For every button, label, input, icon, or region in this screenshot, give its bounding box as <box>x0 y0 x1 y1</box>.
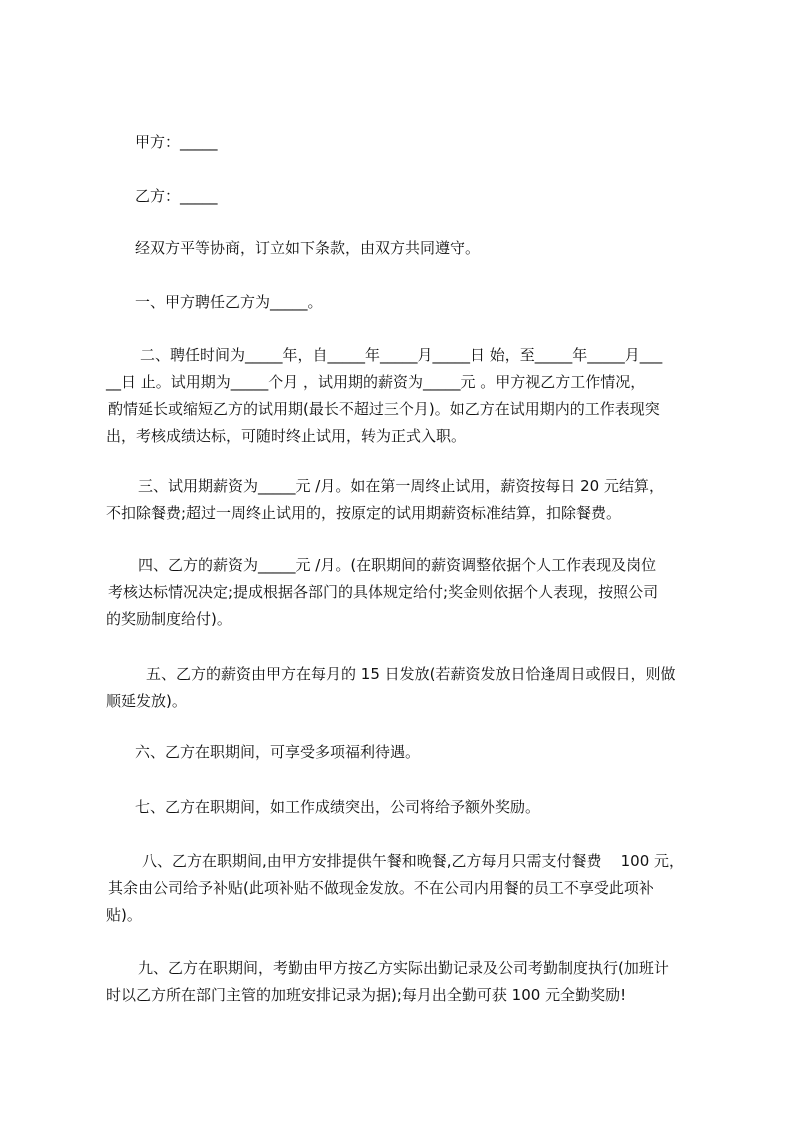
party-a-line: 甲方：_____ <box>135 133 218 151</box>
clause-8-line: 贴)。 <box>106 906 142 924</box>
clause-2-line: 酌情延长或缩短乙方的试用期(最长不超过三个月)。如乙方在试用期内的工作表现突 <box>108 400 660 418</box>
clause-5 <box>106 661 692 715</box>
clause-2-line: 出，考核成绩达标，可随时终止试用，转为正式入职。 <box>106 427 467 445</box>
clause-4-line: 考核达标情况决定;提成根据各部门的具体规定给付;奖金则依据个人表现，按照公司 <box>108 583 659 601</box>
clause-2 <box>106 342 692 450</box>
clause-8 <box>106 848 692 929</box>
clause-3 <box>106 473 692 527</box>
clause-4-line: 的奖励制度给付)。 <box>106 610 232 628</box>
clause-9-line: 时以乙方所在部门主管的加班安排记录为据);每月出全勤可获 100 元全勤奖励! <box>106 986 627 1004</box>
party-b-line: 乙方：_____ <box>135 187 218 205</box>
clause-5-line: 五、乙方的薪资由甲方在每月的 15 日发放(若薪资发放日恰逢周日或假日，则做 <box>146 665 676 683</box>
clause-8-line: 八、乙方在职期间,由甲方安排提供午餐和晚餐,乙方每月只需支付餐费 100 元， <box>142 852 685 870</box>
clause-2-line: 二、聘任时间为_____年，自_____年_____月_____日 始，至_____年_____月___ <box>140 346 663 364</box>
clause-7: 七、乙方在职期间，如工作成绩突出，公司将给予额外奖励。 <box>135 798 541 816</box>
clause-5-line: 顺延发放)。 <box>106 692 187 710</box>
clause-6: 六、乙方在职期间，可享受多项福利待遇。 <box>135 743 421 761</box>
clause-8-line: 其余由公司给予补贴(此项补贴不做现金发放。不在公司内用餐的员工不享受此项补 <box>108 879 654 897</box>
clause-3-line: 不扣除餐费;超过一周终止试用的，按原定的试用期薪资标准结算，扣除餐费。 <box>106 504 622 522</box>
clause-9-line: 九、乙方在职期间，考勤由甲方按乙方实际出勤记录及公司考勤制度执行(加班计 <box>138 959 669 977</box>
clause-1: 一、甲方聘任乙方为_____。 <box>135 293 323 311</box>
clause-3-line: 三、试用期薪资为_____元 /月。如在第一周终止试用，薪资按每日 20 元结算， <box>138 477 664 495</box>
clause-9 <box>106 955 692 1009</box>
clause-4 <box>106 552 692 633</box>
clause-2-line: __日 止。试用期为_____个月 ，试用期的薪资为_____元 。甲方视乙方工作情况， <box>106 373 646 391</box>
clause-4-line: 四、乙方的薪资为_____元 /月。(在职期间的薪资调整依据个人工作表现及岗位 <box>138 556 657 574</box>
preamble: 经双方平等协商，订立如下条款，由双方共同遵守。 <box>135 239 481 257</box>
